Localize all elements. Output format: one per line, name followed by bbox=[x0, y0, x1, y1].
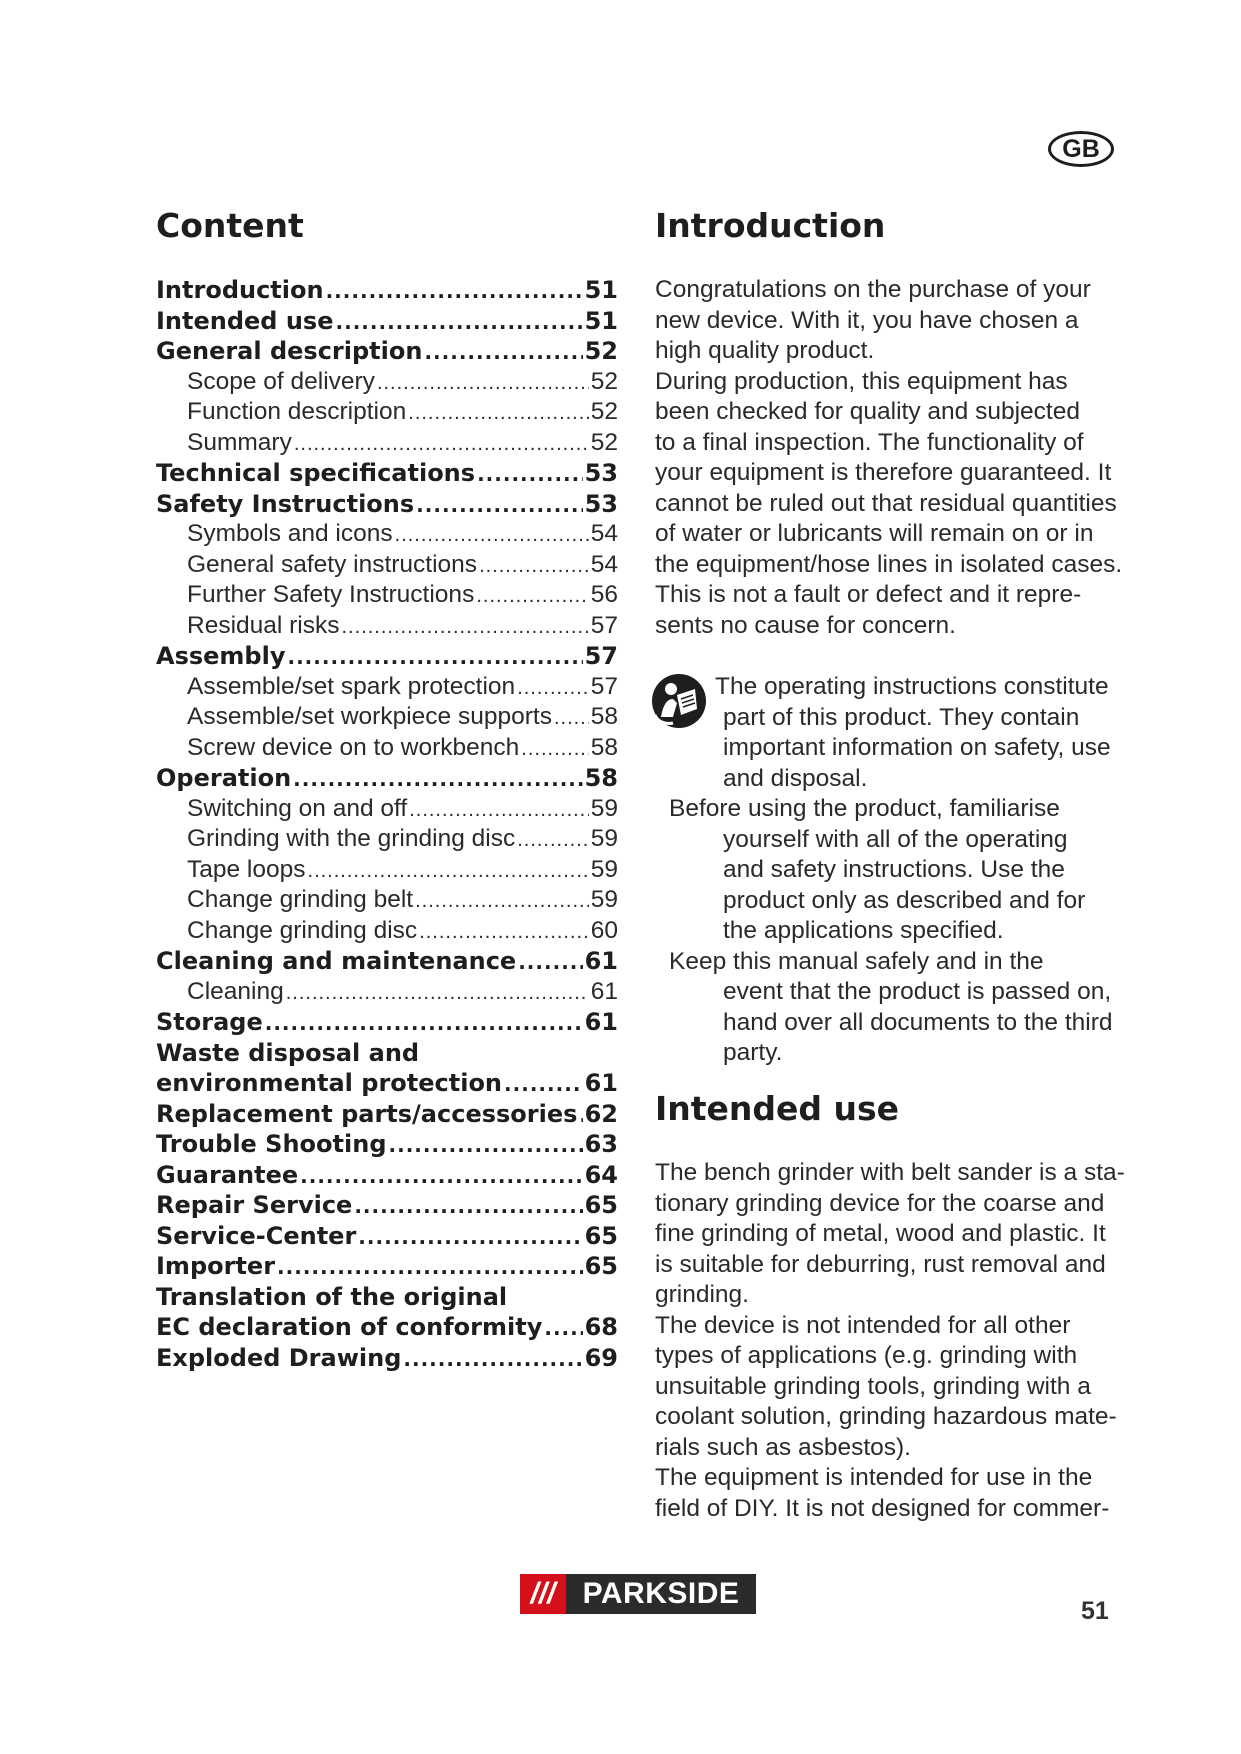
toc-entry-page: 58 bbox=[590, 703, 618, 730]
toc-entry-title: Grinding with the grinding disc bbox=[187, 825, 516, 852]
toc-entry-title: Storage bbox=[156, 1008, 263, 1036]
toc-entry bbox=[156, 641, 618, 672]
introduction-body bbox=[655, 275, 1125, 641]
text-line: is suitable for deburring, rust removal and bbox=[655, 1250, 1106, 1278]
toc-leader-dots bbox=[554, 703, 589, 734]
toc-entry-page: 54 bbox=[590, 520, 618, 547]
toc-entry-title: Assemble/set workpiece supports bbox=[187, 703, 552, 730]
text-line: Keep this manual safely and in the bbox=[669, 947, 1044, 975]
text-line: sents no cause for concern. bbox=[655, 611, 956, 639]
toc-leader-dots bbox=[517, 673, 589, 704]
text-line: yourself with all of the operating bbox=[723, 825, 1068, 853]
toc-entry bbox=[156, 550, 618, 581]
toc-leader-dots bbox=[579, 1100, 582, 1131]
text-line: The bench grinder with belt sander is a sta- bbox=[655, 1159, 1125, 1186]
toc-entry bbox=[156, 1282, 618, 1313]
toc-entry-page: 60 bbox=[590, 916, 618, 944]
text-line: coolant solution, grinding hazardous mate- bbox=[655, 1403, 1117, 1430]
text-line: fine grinding of metal, wood and plastic. It bbox=[655, 1220, 1106, 1247]
toc-entry-page: 53 bbox=[584, 489, 618, 518]
toc-entry-title: Exploded Drawing bbox=[156, 1343, 402, 1372]
text-line: product only as described and for bbox=[723, 886, 1086, 914]
text-line: high quality product. bbox=[655, 337, 875, 364]
toc-leader-dots bbox=[354, 1191, 582, 1222]
toc-entry bbox=[156, 702, 618, 733]
toc-leader-dots bbox=[477, 459, 583, 490]
text-line: been checked for quality and subjected bbox=[655, 398, 1080, 425]
intended-use-body bbox=[655, 1158, 1125, 1524]
toc-entry-title: Scope of delivery bbox=[187, 367, 375, 395]
text-line: The device is not intended for all other bbox=[655, 1311, 1071, 1339]
toc-entry-page: 64 bbox=[584, 1160, 618, 1189]
text-line: event that the product is passed on, bbox=[723, 978, 1112, 1005]
toc-leader-dots bbox=[326, 276, 583, 307]
toc-entry bbox=[156, 1160, 618, 1191]
toc-leader-dots bbox=[277, 1252, 583, 1283]
text-line: The operating instructions constitute bbox=[715, 673, 1109, 700]
toc-leader-dots bbox=[409, 795, 589, 826]
toc-entry-title: Introduction bbox=[156, 276, 324, 304]
toc-leader-dots bbox=[287, 642, 582, 673]
toc-entry-title: Intended use bbox=[156, 306, 334, 335]
toc-entry bbox=[156, 885, 618, 916]
text-line: During production, this equipment has bbox=[655, 367, 1068, 395]
toc-entry-title: Assemble/set spark protection bbox=[187, 672, 516, 700]
toc-entry bbox=[156, 1343, 618, 1374]
toc-leader-dots bbox=[504, 1069, 583, 1100]
toc-entry-page: 69 bbox=[584, 1343, 618, 1372]
toc-entry-page: 52 bbox=[590, 367, 618, 395]
toc-entry-page: 62 bbox=[584, 1099, 618, 1128]
toc-entry-title: General description bbox=[156, 337, 423, 365]
toc-entry bbox=[156, 1068, 618, 1099]
toc-entry bbox=[156, 916, 618, 947]
text-line: the applications specified. bbox=[723, 917, 1004, 944]
toc-entry bbox=[156, 1038, 618, 1069]
toc-leader-dots bbox=[544, 1313, 582, 1344]
text-line: unsuitable grinding tools, grinding with a bbox=[655, 1372, 1091, 1400]
toc-leader-dots bbox=[408, 398, 588, 429]
toc-leader-dots bbox=[476, 581, 588, 612]
text-line: part of this product. They contain bbox=[723, 703, 1080, 731]
toc-entry bbox=[156, 397, 618, 428]
toc-entry-title: Assembly bbox=[156, 642, 286, 670]
toc-entry-page: 61 bbox=[584, 1008, 618, 1036]
toc-leader-dots bbox=[517, 825, 589, 856]
toc-leader-dots bbox=[518, 947, 582, 978]
toc-entry-title: Repair Service bbox=[156, 1191, 353, 1219]
toc-entry-title: EC declaration of conformity bbox=[156, 1313, 543, 1341]
toc-leader-dots bbox=[424, 337, 582, 368]
text-line: Before using the product, familiarise bbox=[669, 795, 1060, 822]
text-line: hand over all documents to the third bbox=[723, 1008, 1113, 1036]
toc-entry-title: Function description bbox=[187, 398, 407, 425]
toc-entry-title: Cleaning bbox=[187, 977, 284, 1005]
toc-entry-title: General safety instructions bbox=[187, 550, 478, 578]
toc-entry-title: Symbols and icons bbox=[187, 520, 393, 547]
toc-entry bbox=[156, 1007, 618, 1038]
toc-entry-title: Residual risks bbox=[187, 611, 340, 639]
toc-leader-dots bbox=[389, 1130, 583, 1161]
logo-slashes: /// bbox=[520, 1574, 566, 1614]
toc-leader-dots bbox=[293, 764, 582, 795]
toc-entry-page: 52 bbox=[584, 337, 618, 365]
toc-entry-page: 61 bbox=[584, 1069, 618, 1097]
toc-entry-page: 61 bbox=[584, 947, 618, 975]
toc-entry-title: Further Safety Instructions bbox=[187, 581, 475, 608]
toc-entry-title: Cleaning and maintenance bbox=[156, 947, 517, 975]
toc-entry bbox=[156, 519, 618, 550]
toc-entry-title: Service-Center bbox=[156, 1221, 357, 1250]
toc-entry-page: 51 bbox=[584, 276, 618, 304]
toc-entry-title: environmental protection bbox=[156, 1069, 503, 1097]
toc-entry bbox=[156, 1129, 618, 1160]
text-line: the equipment/hose lines in isolated cases. bbox=[655, 550, 1123, 578]
toc-entry-title: Tape loops bbox=[187, 855, 306, 883]
text-line: and safety instructions. Use the bbox=[723, 856, 1065, 883]
toc-entry-page: 51 bbox=[584, 306, 618, 335]
parkside-logo bbox=[520, 1574, 756, 1614]
toc-entry-title: Trouble Shooting bbox=[156, 1130, 387, 1158]
toc-entry bbox=[156, 489, 618, 520]
toc-leader-dots bbox=[521, 734, 588, 765]
intended-use-title: Intended use bbox=[655, 1089, 900, 1128]
toc-entry bbox=[156, 367, 618, 398]
toc-entry-page: 61 bbox=[590, 977, 618, 1005]
toc-entry bbox=[156, 428, 618, 459]
toc-entry bbox=[156, 1099, 618, 1130]
text-line: tionary grinding device for the coarse and bbox=[655, 1189, 1105, 1217]
toc-entry-page: 65 bbox=[584, 1252, 618, 1280]
toc-entry-title: Technical specifications bbox=[156, 459, 476, 487]
toc-leader-dots bbox=[358, 1222, 582, 1253]
toc-entry bbox=[156, 1251, 618, 1282]
manual-notes bbox=[655, 672, 1125, 1069]
text-line: of water or lubricants will remain on or in bbox=[655, 520, 1094, 547]
toc-entry bbox=[156, 824, 618, 855]
toc-entry-page: 65 bbox=[584, 1191, 618, 1219]
toc-entry-title: Operation bbox=[156, 764, 292, 792]
toc-entry-page: 68 bbox=[584, 1313, 618, 1341]
toc-entry bbox=[156, 672, 618, 703]
toc-leader-dots bbox=[419, 917, 589, 948]
toc-entry bbox=[156, 855, 618, 886]
toc-leader-dots bbox=[479, 551, 589, 582]
toc-entry-page: 52 bbox=[590, 428, 618, 456]
toc-entry-page: 59 bbox=[590, 886, 618, 913]
toc-entry bbox=[156, 1190, 618, 1221]
toc-leader-dots bbox=[265, 1008, 583, 1039]
toc-title: Content bbox=[156, 206, 304, 245]
toc-entry-title: Summary bbox=[187, 428, 292, 456]
toc-entry bbox=[156, 580, 618, 611]
text-line: The equipment is intended for use in the bbox=[655, 1464, 1093, 1491]
text-line: new device. With it, you have chosen a bbox=[655, 306, 1079, 334]
toc-entry-title: Screw device on to workbench bbox=[187, 733, 520, 761]
page-number: 51 bbox=[1081, 1597, 1109, 1625]
toc-entry bbox=[156, 763, 618, 794]
language-badge: GB bbox=[1048, 131, 1114, 167]
toc-entry bbox=[156, 1221, 618, 1252]
text-line: cannot be ruled out that residual quantities bbox=[655, 489, 1117, 517]
toc-entry bbox=[156, 336, 618, 367]
toc-entry-title: Importer bbox=[156, 1252, 276, 1280]
toc-leader-dots bbox=[377, 368, 589, 399]
toc-entry-title: Safety Instructions bbox=[156, 489, 415, 518]
toc-entry-page: 57 bbox=[590, 611, 618, 639]
toc-entry-title: Waste disposal and bbox=[156, 1038, 420, 1067]
toc-entry-title: Change grinding disc bbox=[187, 916, 418, 944]
table-of-contents bbox=[156, 275, 618, 1373]
toc-entry bbox=[156, 977, 618, 1008]
toc-leader-dots bbox=[416, 490, 582, 521]
toc-entry-page: 56 bbox=[590, 581, 618, 608]
toc-entry bbox=[156, 611, 618, 642]
toc-entry-title: Replacement parts/accessories bbox=[156, 1099, 578, 1128]
text-line: to a final inspection. The functionality of bbox=[655, 428, 1084, 456]
toc-entry-page: 58 bbox=[584, 764, 618, 792]
text-line: your equipment is therefore guaranteed. It bbox=[655, 459, 1112, 486]
toc-entry-page: 57 bbox=[590, 672, 618, 700]
toc-leader-dots bbox=[336, 307, 583, 338]
toc-leader-dots bbox=[286, 978, 589, 1009]
text-line: grinding. bbox=[655, 1281, 749, 1308]
text-line: Congratulations on the purchase of your bbox=[655, 276, 1091, 303]
toc-entry-page: 54 bbox=[590, 550, 618, 578]
toc-entry-title: Switching on and off bbox=[187, 794, 408, 822]
text-line: party. bbox=[723, 1039, 783, 1066]
text-line: types of applications (e.g. grinding with bbox=[655, 1342, 1078, 1369]
toc-leader-dots bbox=[395, 520, 589, 551]
text-line: field of DIY. It is not designed for commer- bbox=[655, 1494, 1110, 1522]
toc-entry-title: Guarantee bbox=[156, 1160, 299, 1189]
toc-leader-dots bbox=[308, 856, 589, 887]
toc-entry bbox=[156, 1312, 618, 1343]
toc-entry-page: 65 bbox=[584, 1221, 618, 1250]
toc-entry bbox=[156, 733, 618, 764]
toc-entry-page: 59 bbox=[590, 855, 618, 883]
toc-entry-page: 57 bbox=[584, 642, 618, 670]
text-line: and disposal. bbox=[723, 764, 868, 792]
toc-entry bbox=[156, 275, 618, 306]
toc-entry-page: 53 bbox=[584, 459, 618, 487]
text-line: important information on safety, use bbox=[723, 734, 1111, 761]
text-line: This is not a fault or defect and it repre- bbox=[655, 581, 1082, 608]
toc-entry bbox=[156, 946, 618, 977]
toc-leader-dots bbox=[294, 429, 589, 460]
toc-entry-page: 52 bbox=[590, 398, 618, 425]
toc-entry-title: Translation of the original bbox=[156, 1282, 508, 1311]
toc-leader-dots bbox=[403, 1344, 582, 1375]
toc-entry-page: 59 bbox=[590, 794, 618, 822]
toc-leader-dots bbox=[300, 1161, 582, 1192]
toc-entry-page: 63 bbox=[584, 1130, 618, 1158]
toc-entry bbox=[156, 794, 618, 825]
toc-entry-page: 58 bbox=[590, 733, 618, 761]
text-line: rials such as asbestos). bbox=[655, 1433, 911, 1461]
toc-leader-dots bbox=[415, 886, 589, 917]
toc-entry-title: Change grinding belt bbox=[187, 886, 414, 913]
introduction-title: Introduction bbox=[655, 206, 886, 245]
toc-entry bbox=[156, 306, 618, 337]
logo-brand: PARKSIDE bbox=[566, 1574, 756, 1614]
toc-leader-dots bbox=[342, 612, 589, 643]
toc-entry-page: 59 bbox=[590, 825, 618, 852]
toc-entry bbox=[156, 458, 618, 489]
